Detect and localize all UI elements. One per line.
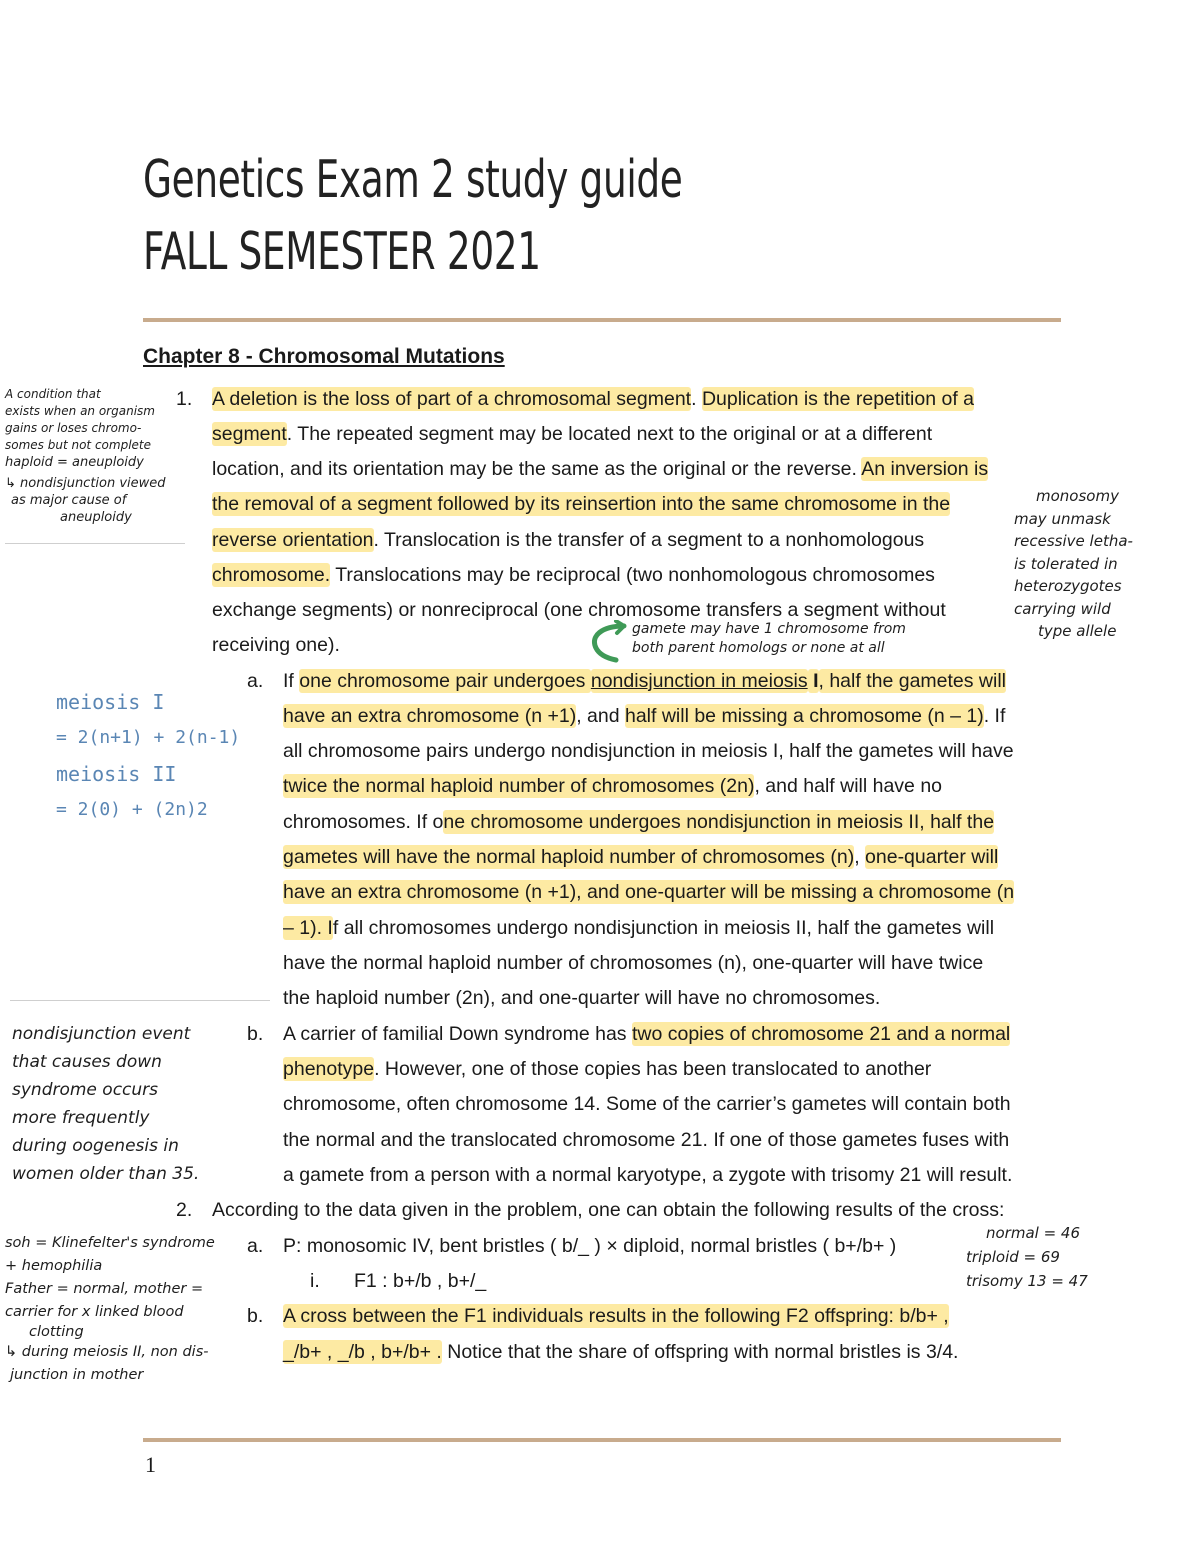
margin-note-klinefelter: soh = Klinefelter's syndrome + hemophilia Father = normal, mother = carrier for x linked blood clotting ↳ during meiosis II, non dis- junction in mother xyxy=(5,1235,215,1383)
item-label: b. xyxy=(247,1305,264,1327)
item-label: i. xyxy=(310,1270,320,1292)
paragraph-line: P: monosomic IV, bent bristles ( b/_ ) × diploid, normal bristles ( b+/b+ ) xyxy=(283,1235,897,1257)
footer-divider xyxy=(143,1438,1061,1442)
paragraph-line: the haploid number (2n), and one-quarter will have no chromosomes. xyxy=(283,987,881,1009)
paragraph-line: According to the data given in the problem, one can obtain the following results of the cross: xyxy=(212,1199,1005,1221)
curved-arrow-icon xyxy=(584,620,634,666)
paragraph-line: the removal of a segment followed by its reinsertion into the same chromosome in the xyxy=(212,493,951,515)
paragraph-line: segment. The repeated segment may be located next to the original or at a different xyxy=(212,423,933,445)
paragraph-line: have the normal haploid number of chromosomes (n), one-quarter will have twice xyxy=(283,952,984,974)
paragraph-line: F1 : b+/b , b+/_ xyxy=(354,1270,487,1292)
header-divider xyxy=(143,318,1061,322)
margin-note-down-syndrome: nondisjunction event that causes down syndrome occurs more frequently during oogenesis in women older than 35. xyxy=(12,1024,200,1184)
item-label: a. xyxy=(247,670,264,692)
item-label: b. xyxy=(247,1023,264,1045)
paragraph-line: A deletion is the loss of part of a chromosomal segment. Duplication is the repetition of a xyxy=(212,388,975,410)
page-number: 1 xyxy=(145,1452,156,1477)
margin-note-gamete: gamete may have 1 chromosome from both parent homologs or none at all xyxy=(632,621,906,656)
paragraph-line: – 1). If all chromosomes undergo nondisjunction in meiosis II, half the gametes will xyxy=(283,917,995,939)
paragraph-line: have an extra chromosome (n +1), and one-quarter will be missing a chromosome (n xyxy=(283,881,1015,903)
paragraph-line: reverse orientation. Translocation is the transfer of a segment to a nonhomologous xyxy=(212,529,925,551)
paragraph-line: exchange segments) or nonreciprocal (one chromosome transfers a segment without xyxy=(212,599,946,621)
paragraph-line: a gamete from a person with a normal karyotype, a zygote with trisomy 21 will result. xyxy=(283,1164,1013,1186)
margin-note-aneuploidy: A condition that exists when an organism gains or loses chromo- somes but not complete haploid = aneuploidy ↳ nondisjunction viewed as major cause of aneuploidy xyxy=(5,387,166,525)
paragraph-line: twice the normal haploid number of chromosomes (2n), and half will have no xyxy=(283,775,943,797)
paragraph-line: A carrier of familial Down syndrome has two copies of chromosome 21 and a normal xyxy=(283,1023,1011,1045)
margin-note-chromosome-counts: normal = 46 triploid = 69 trisomy 13 = 47 xyxy=(966,1224,1088,1290)
note-divider xyxy=(10,1000,270,1001)
item-number: 2. xyxy=(176,1199,193,1221)
paragraph-line: chromosome, often chromosome 14. Some of the carrier’s gametes will contain both xyxy=(283,1093,1011,1115)
paragraph-line: gametes will have the normal haploid number of chromosomes (n), one-quarter will xyxy=(283,846,999,868)
margin-note-monosomy: monosomy may unmask recessive letha- is tolerated in heterozygotes carrying wild type allele xyxy=(1014,487,1133,640)
paragraph-line: have an extra chromosome (n +1), and half will be missing a chromosome (n – 1). If xyxy=(283,705,1006,727)
paragraph-line: chromosome. Translocations may be reciprocal (two nonhomologous chromosomes xyxy=(212,564,935,586)
paragraph-line: If one chromosome pair undergoes nondisjunction in meiosis I, half the gametes will xyxy=(283,670,1007,692)
paragraph-line: location, and its orientation may be the same as the original or the reverse. An inversion is xyxy=(212,458,989,480)
paragraph-line: _/b+ , _/b , b+/b+ . Notice that the share of offspring with normal bristles is 3/4. xyxy=(283,1341,959,1363)
document-subtitle: FALL SEMESTER 2021 xyxy=(143,222,541,282)
margin-note-meiosis: meiosis I = 2(n+1) + 2(n-1) meiosis II = 2(0) + (2n)2 xyxy=(56,690,241,820)
item-number: 1. xyxy=(176,388,193,410)
paragraph-line: chromosomes. If one chromosome undergoes nondisjunction in meiosis II, half the xyxy=(283,811,995,833)
paragraph-line: receiving one). xyxy=(212,634,340,656)
document-title: Genetics Exam 2 study guide xyxy=(143,150,683,210)
paragraph-line: the normal and the translocated chromosome 21. If one of those gametes fuses with xyxy=(283,1129,1010,1151)
paragraph-line: phenotype. However, one of those copies has been translocated to another xyxy=(283,1058,932,1080)
note-divider xyxy=(5,543,185,544)
chapter-heading: Chapter 8 - Chromosomal Mutations xyxy=(143,345,505,368)
paragraph-line: all chromosome pairs undergo nondisjunction in meiosis I, half the gametes will have xyxy=(283,740,1014,762)
item-label: a. xyxy=(247,1235,264,1257)
paragraph-line: A cross between the F1 individuals results in the following F2 offspring: b/b+ , xyxy=(283,1305,949,1327)
